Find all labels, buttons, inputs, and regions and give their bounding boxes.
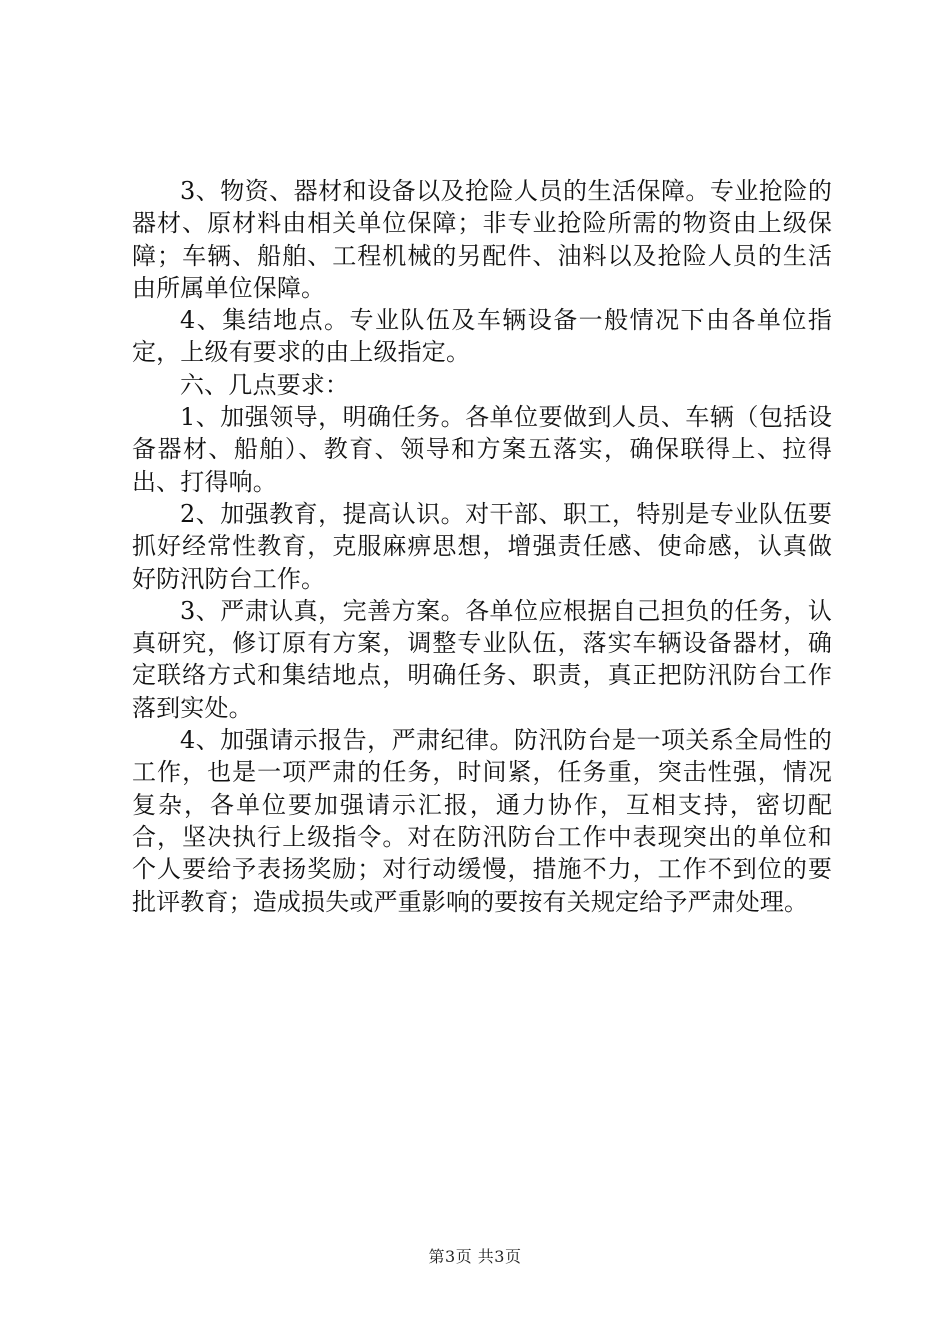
paragraph-education: 2、加强教育，提高认识。对干部、职工，特别是专业队伍要抓好经常性教育，克服麻痹思想，增强责任感、使命感，认真做好防汛防台工作。 (132, 499, 832, 593)
paragraph-supplies: 3、物资、器材和设备以及抢险人员的生活保障。专业抢险的器材、原材料由相关单位保障；非专业抢险所需的物资由上级保障；车辆、船舶、工程机械的另配件、油料以及抢险人员的生活由所属单位保障。 (132, 177, 832, 302)
paragraph-assembly-point: 4、集结地点。专业队伍及车辆设备一般情况下由各单位指定，上级有要求的由上级指定。 (132, 306, 832, 367)
paragraph-plan: 3、严肃认真，完善方案。各单位应根据自己担负的任务，认真研究，修订原有方案，调整专业队伍，落实车辆设备器材，确定联络方式和集结地点，明确任务、职责，真正把防汛防台工作落到实处。 (132, 596, 832, 722)
section-heading-requirements: 六、几点要求： (180, 370, 350, 399)
paragraph-leadership: 1、加强领导，明确任务。各单位要做到人员、车辆（包括设备器材、船舶）、教育、领导和方案五落实，确保联得上、拉得出、打得响。 (132, 403, 832, 496)
paragraph-discipline: 4、加强请示报告，严肃纪律。防汛防台是一项关系全局性的工作，也是一项严肃的任务，时间紧，任务重，突击性强，情况复杂，各单位要加强请示汇报，通力协作，互相支持，密切配合，坚决执行上级指令。对在防汛防台工作中表现突出的单位和个人要给予表扬奖励；对行动缓慢，措施不力，工作不到位的要批评教育；造成损失或严重影响的要按有关规定给予严肃处理。 (132, 726, 832, 916)
document-body (132, 175, 832, 918)
page-number-footer: 第3页 共3页 (428, 1247, 522, 1266)
